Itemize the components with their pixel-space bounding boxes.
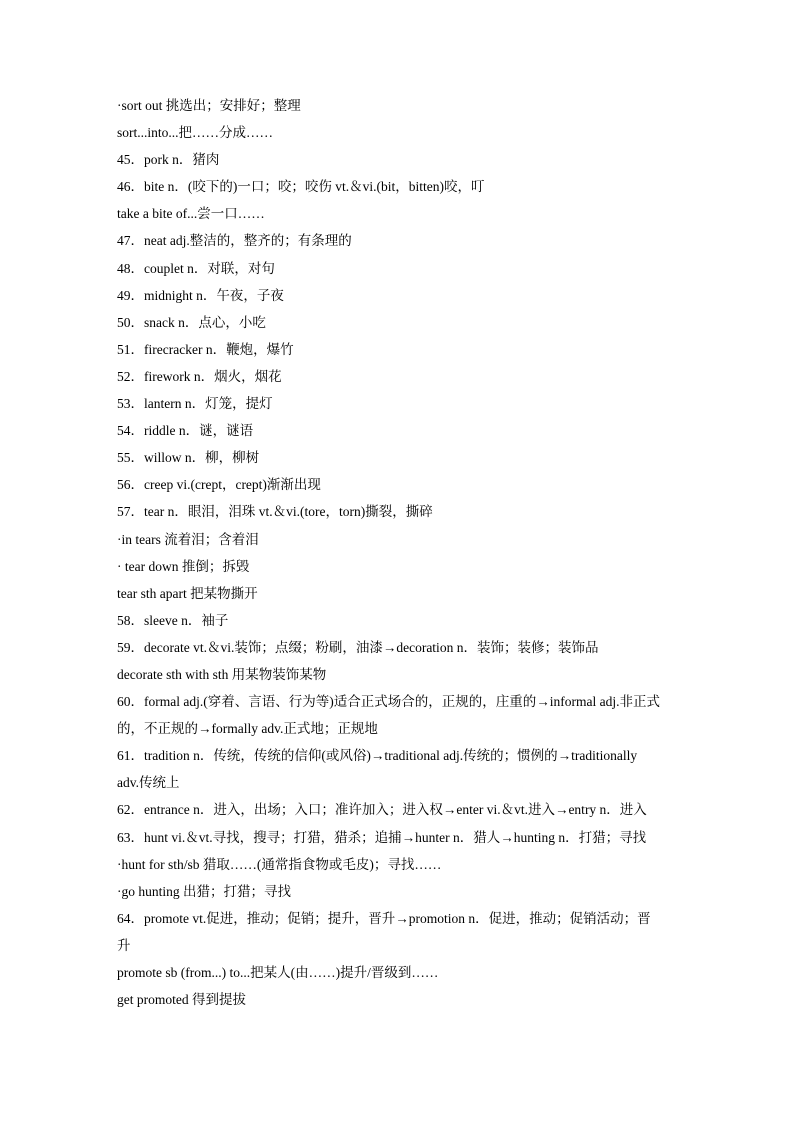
entry-line: 51．firecracker n．鞭炮，爆竹 xyxy=(117,341,294,357)
entry-line: 60．formal adj.(穿着、言语、行为等)适合正式场合的，正规的，庄重的→informal adj.非正式 xyxy=(117,694,660,710)
phrase-line: get promoted 得到提拔 xyxy=(117,992,246,1008)
entry-line: 55．willow n．柳，柳树 xyxy=(117,450,260,466)
entry-continuation-line: 升 xyxy=(117,937,131,953)
entry-line: 54．riddle n．谜，谜语 xyxy=(117,423,254,439)
phrase-line: take a bite of...尝一口…… xyxy=(117,206,265,222)
entry-continuation-line: adv.传统上 xyxy=(117,775,180,791)
entry-line: 46．bite n．(咬下的)一口；咬；咬伤 vt.＆vi.(bit，bitten)咬，叮 xyxy=(117,179,485,195)
vocabulary-list xyxy=(117,92,679,1013)
phrase-line: tear sth apart 把某物撕开 xyxy=(117,585,258,601)
phrase-line: · tear down 推倒；拆毁 xyxy=(117,558,250,574)
entry-line: 49．midnight n．午夜，子夜 xyxy=(117,287,284,303)
phrase-line: promote sb (from...) to...把某人(由……)提升/晋级到…… xyxy=(117,965,439,980)
entry-line: 53．lantern n．灯笼，提灯 xyxy=(117,396,273,412)
phrase-line: ·sort out 挑选出；安排好；整理 xyxy=(117,98,301,113)
entry-line: 50．snack n．点心，小吃 xyxy=(117,314,266,330)
phrase-line: ·in tears 流着泪；含着泪 xyxy=(117,531,259,547)
entry-line: 56．creep vi.(crept，crept)渐渐出现 xyxy=(117,477,321,493)
entry-line: 62．entrance n．进入，出场；入口；准许加入；进入权→enter vi.＆vt.进入→entry n．进入 xyxy=(117,802,647,818)
entry-continuation-line: 的，不正规的→formally adv.正式地；正规地 xyxy=(117,721,378,737)
entry-line: 64．promote vt.促进，推动；促销；提升，晋升→promotion n．促进，推动；促销活动；晋 xyxy=(117,910,651,926)
entry-line: 58．sleeve n．袖子 xyxy=(117,612,229,628)
entry-line: 47．neat adj.整洁的，整齐的；有条理的 xyxy=(117,233,352,249)
phrase-line: ·hunt for sth/sb 猎取……(通常指食物或毛皮)；寻找…… xyxy=(117,856,442,872)
phrase-line: sort...into...把……分成…… xyxy=(117,125,274,141)
phrase-line: ·go hunting 出猎；打猎；寻找 xyxy=(117,883,291,899)
entry-line: 57．tear n．眼泪，泪珠 vt.＆vi.(tore，torn)撕裂，撕碎 xyxy=(117,504,433,520)
entry-line: 59．decorate vt.＆vi.装饰；点缀；粉刷，油漆→decoration n．装饰；装修；装饰品 xyxy=(117,639,599,655)
entry-line: 45．pork n．猪肉 xyxy=(117,152,220,168)
entry-line: 63．hunt vi.＆vt.寻找，搜寻；打猎，猎杀；追捕→hunter n．猎人→hunting n．打猎；寻找 xyxy=(117,829,647,845)
phrase-line: decorate sth with sth 用某物装饰某物 xyxy=(117,666,327,682)
entry-line: 61．tradition n．传统，传统的信仰(或风俗)→traditional adj.传统的；惯例的→traditionally xyxy=(117,748,638,764)
entry-line: 48．couplet n．对联，对句 xyxy=(117,260,275,276)
entry-line: 52．firework n．烟火，烟花 xyxy=(117,368,282,384)
